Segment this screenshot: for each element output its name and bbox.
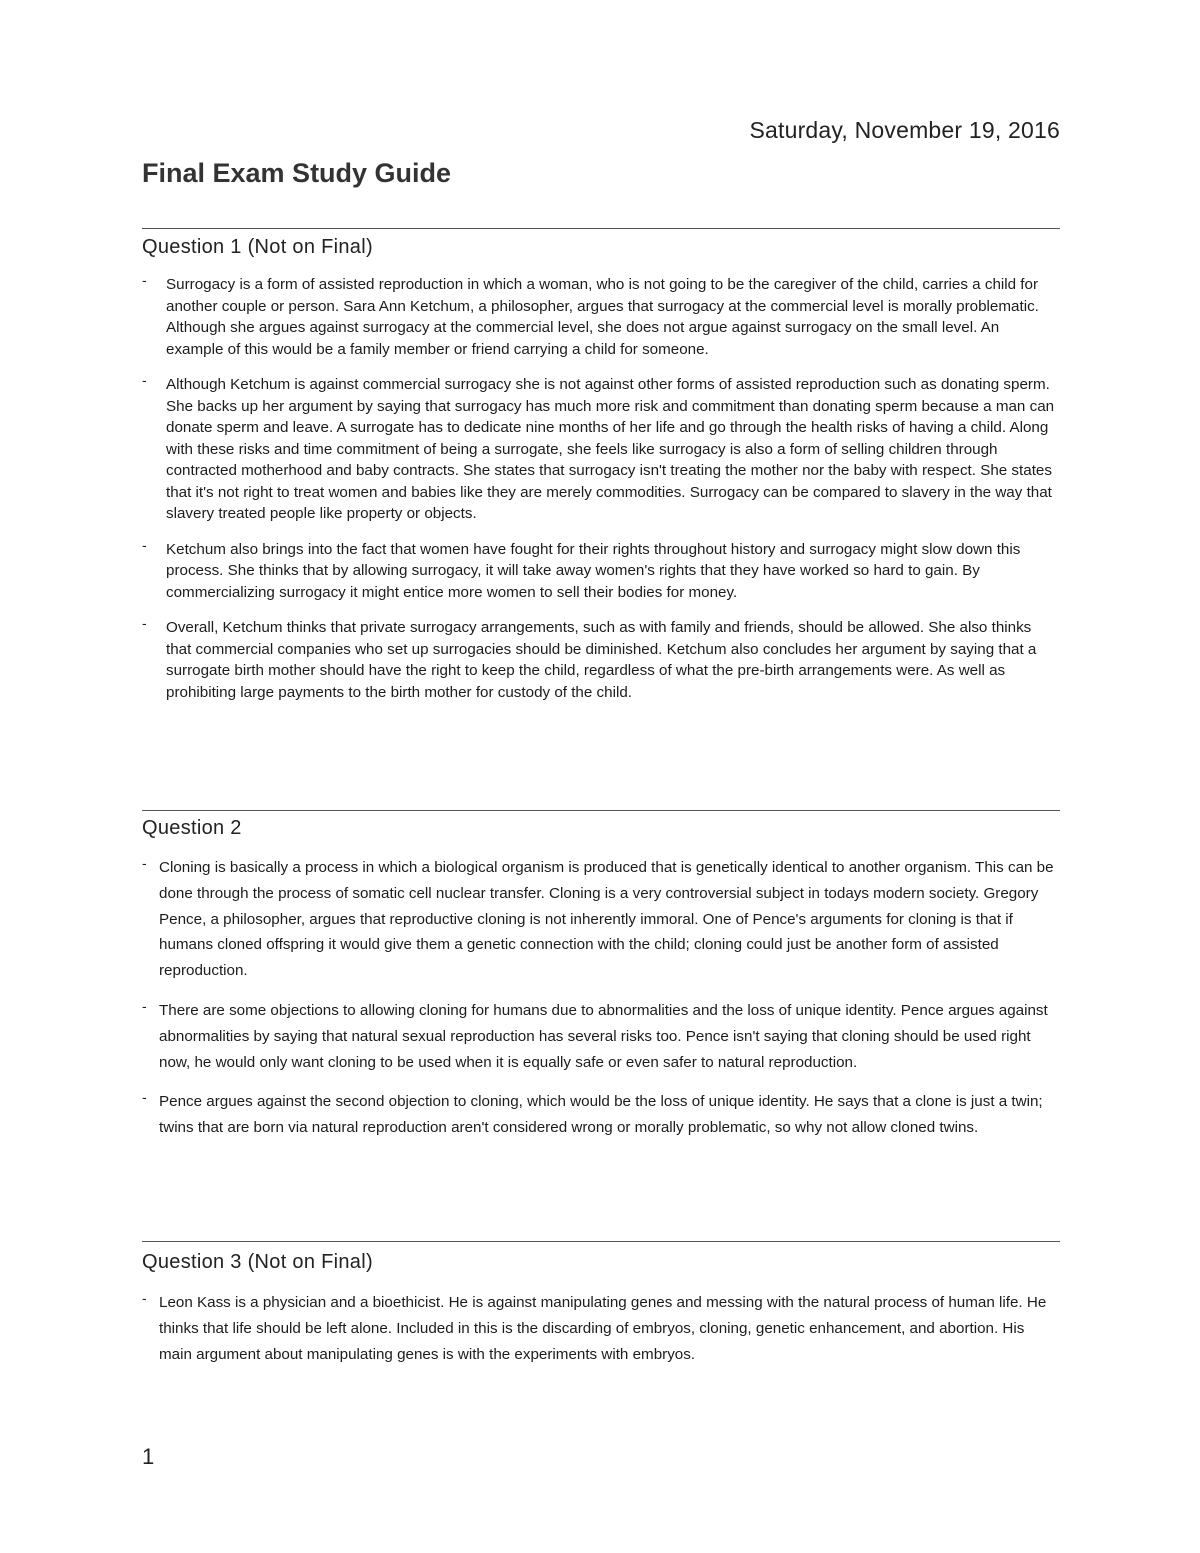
bullet-marker: - [142,1089,147,1106]
bullet-item [142,998,1060,1075]
bullet-text: Surrogacy is a form of assisted reproduction in which a woman, who is not going to be the caregiver of the child, carries a child for another couple or person. Sara Ann Ketchum, a philosopher, argues that surrogacy at the commercial level is morally problematic. Although she argues against surrogacy at the commercial level, she does not argue against surrogacy on the small level. An example of this would be a family member or friend carrying a child for someone. [166,276,1039,358]
bullet-item [142,274,1060,360]
bullet-marker: - [142,855,147,871]
document-date: Saturday, November 19, 2016 [749,117,1060,143]
bullet-text: Pence argues against the second objection to cloning, which would be the loss of unique identity. He says that a clone is just a twin; twins that are born via natural reproduction aren't considered wrong or morally problematic, so why not allow cloned twins. [159,1093,1043,1137]
bullet-item [142,617,1060,703]
bullet-item [142,1290,1060,1367]
page-number: 1 [142,1444,155,1469]
bullet-list [142,274,1060,703]
section-divider [142,228,1060,229]
bullet-marker: - [142,997,147,1014]
bullet-marker: - [142,536,147,553]
bullet-text: Overall, Ketchum thinks that private surrogacy arrangements, such as with family and friends, should be allowed. She also thinks that commercial companies who set up surrogacies should be diminished. Ketchum also concludes her argument by saying that a surrogate birth mother should have the right to keep the child, regardless of what the pre-birth arrangements were. As well as prohibiting large payments to the birth mother for custody of the child. [166,619,1037,701]
section-title: Question 3 (Not on Final) [142,1251,373,1273]
bullet-text: Although Ketchum is against commercial surrogacy she is not against other forms of assisted reproduction such as donating sperm. She backs up her argument by saying that surrogacy has much more risk and commitment than donating sperm because a man can donate sperm and leave. A surrogate has to dedicate nine months of her life and go through the health risks of having a child. Along with these risks and time commitment of being a surrogate, she feels like surrogacy is also a form of selling children through contracted motherhood and baby contracts. She states that surrogacy isn't treating the mother nor the baby with respect. She states that it's not right to treat women and babies like they are merely commodities. Surrogacy can be compared to slavery in the way that slavery treated people like property or objects. [166,376,1055,522]
section-title: Question 1 (Not on Final) [142,236,373,258]
bullet-marker: - [142,615,147,631]
bullet-item [142,374,1060,525]
bullet-text: Ketchum also brings into the fact that women have fought for their rights throughout history and surrogacy might slow down this process. She thinks that by allowing surrogacy, it will take away women's rights that they have worked so hard to gain. By commercializing surrogacy it might entice more women to sell their bodies for money. [166,540,1021,601]
bullet-marker: - [142,272,147,288]
bullet-item [142,536,1060,604]
section-divider [142,810,1060,811]
document-title: Final Exam Study Guide [142,158,452,188]
section-divider [142,1241,1060,1242]
bullet-text: There are some objections to allowing cloning for humans due to abnormalities and the loss of unique identity. Pence argues against abnormalities by saying that natural sexual reproduction has several risks too. Pence isn't saying that cloning should be used right now, he would only want cloning to be used when it is equally safe or even safer to natural reproduction. [159,1001,1048,1071]
bullet-list [142,1290,1060,1367]
bullet-item [142,1089,1060,1141]
section-title: Question 2 [142,817,242,839]
bullet-text: Cloning is basically a process in which a biological organism is produced that is genetically identical to another organism. This can be done through the process of somatic cell nuclear transfer. Cloning is a very controversial subject in todays modern society. Gregory Pence, a philosopher, argues that reproductive cloning is not inherently immoral. One of Pence's arguments for cloning is that if humans cloned offspring it would give them a genetic connection with the child; cloning could just be another form of assisted reproduction. [159,859,1054,980]
section-question-3 [142,1241,1060,1367]
section-question-2 [142,810,1060,1155]
bullet-list [142,855,1060,1141]
bullet-item [142,855,1060,984]
bullet-text: Leon Kass is a physician and a bioethicist. He is against manipulating genes and messing with the natural process of human life. He thinks that life should be left alone. Included in this is the discarding of embryos, cloning, genetic enhancement, and abortion. His main argument about manipulating genes is with the experiments with embryos. [159,1294,1047,1363]
bullet-marker: - [142,372,147,388]
section-question-1 [142,228,1060,717]
bullet-marker: - [142,1290,147,1306]
